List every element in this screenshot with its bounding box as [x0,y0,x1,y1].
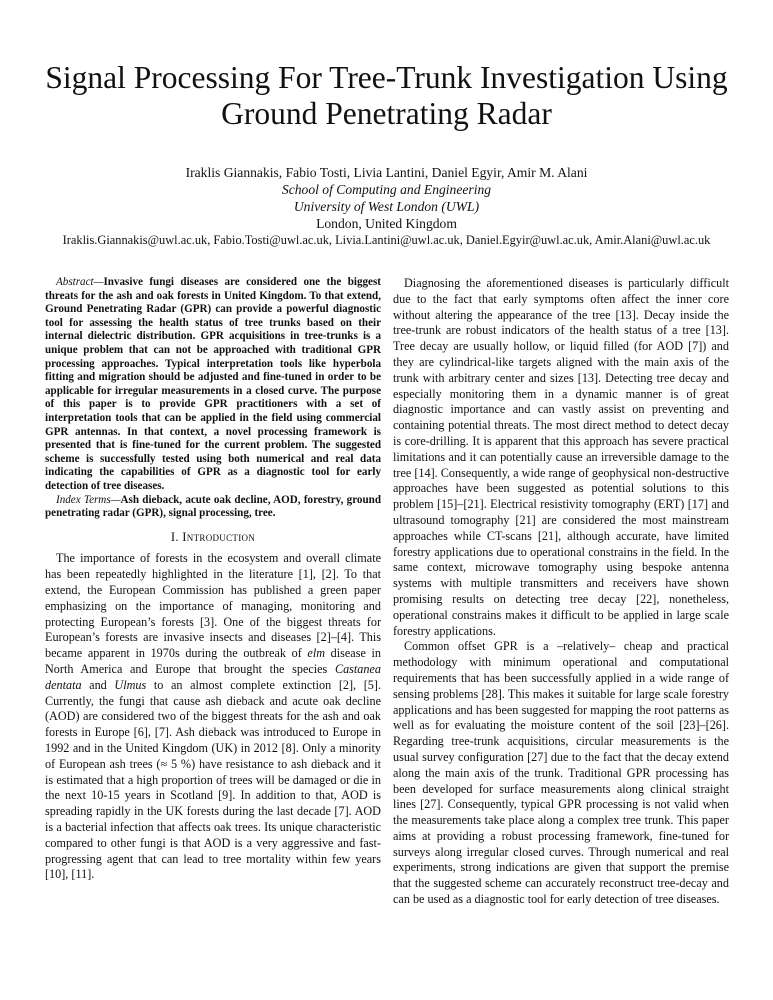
index-terms-text: Ash dieback, acute oak decline, AOD, forestry, ground penetrating radar (GPR), signal processing, tree. [45,493,381,520]
author-names: Iraklis Giannakis, Fabio Tosti, Livia Lantini, Daniel Egyir, Amir M. Alani [185,165,588,180]
intro-paragraph-2: Diagnosing the aforementioned diseases is particularly difficult due to the fact that early symptoms often affect the inner core without altering the appearance of the tree [13]. Decay inside the tree-trunk are robust indicators of the health status of a tree [13]. Tree decay are usually hollow, or liquid filled (for AOD [7]) and they are cylindrical-like targets aligned with the main axis of the trunk with arbitrary center and sizes [13]. Detecting tree decay and especially monitoring them in a dynamic manner is of great diagnostic importance and can vastly assist on preventing and containing potential threats. The most direct method to detect decay is core-drilling. It is apparent that this approach has severe practical limitations and it can potentially cause an irreversible damage to the tree [14]. Consequently, a wide range of geophysical non-destructive approaches have been suggested as potential solutions to this problem [15]–[21]. Electrical resistivity tomography (ERT) [17] and ultrasound tomography [21] are considered the most mainstream approaches while CT-scans [21], although accurate, have limited forestry applications due to operational constrains in the field. In the same context, microwave tomography using bespoke antenna systems with multiple transmitters and receivers have shown promising results on detecting tree decay [22], nonetheless, operational constrains makes it difficult to be applied in large scale forestry applications. [393,276,729,638]
section-heading-introduction: I. Introduction [170,529,256,544]
left-column [45,276,381,883]
abstract-text: Invasive fungi diseases are considered one the biggest threats for the ash and oak forests in United Kingdom. To that extend, Ground Penetrating Radar (GPR) can provide a powerful diagnostic tool for assessing the health status of tree trunks based on their internal dielectric distribution. GPR acquisitions in tree-trunks is a unique problem that can not be approached with traditional GPR processing approaches. Typical interpretation tools like hyperbola fitting and migration should be adjusted and fine-tuned in order to be applicable for irregular measurements in a closed curve. The purpose of this paper is to provide GPR practitioners with a set of interpretation tools that can be applied in the field using commercial GPR antennas. In that context, a novel processing framework is presented that is fine-tuned for the current problem. The suggested scheme is successfully tested using both numerical and real data indicating the capabilities of GPR as a diagnostic tool for early detection of tree diseases. [45,276,381,492]
intro-paragraph-3: Common offset GPR is a –relatively– cheap and practical methodology with minimum operational and computational requirements that has been successfully applied in a wide range of sensing problems [28]. This makes it suitable for large scale forestry applications and has been suggested for mapping the root patterns as well as for evaluating the moisture content of the soil [23]–[26]. Regarding tree-trunk acquisitions, circular measurements is the usual survey configuration [27] due to the fact that the decay extend along the main axis of the trunk. Traditional GPR processing has been developed for surface measurements along clinical straight lines [27]. Consequently, typical GPR processing is not valid when the measurements take place along a complex tree trunk. This paper aims at providing a robust processing framework, fine-tuned for surveys along irregular closed curves. Through numerical and real experiments, strong indications are given that support the premise that the suggested scheme can accurately reconstruct tree-decay and can be used as a diagnostic tool for early detection of tree diseases. [393,639,729,907]
affiliation-university: University of West London (UWL) [293,199,480,214]
author-emails: Iraklis.Giannakis@uwl.ac.uk, Fabio.Tosti@uwl.ac.uk, Livia.Lantini@uwl.ac.uk, Daniel.Egyir@uwl.ac.uk, Amir.Alani@uwl.ac.uk [62,233,711,247]
author-block [0,164,773,249]
abstract: Abstract—Invasive fungi diseases are considered one the biggest threats for the ash and oak forests in United Kingdom. To that extend, Ground Penetrating Radar (GPR) can provide a powerful diagnostic tool for assessing the health status of tree trunks based on their internal dielectric distribution. GPR acquisitions in tree-trunks is a unique problem that can not be approached with traditional GPR processing approaches. Typical interpretation tools like hyperbola fitting and migration should be adjusted and fine-tuned in order to be applicable for irregular measurements in a closed curve. The purpose of this paper is to provide GPR practitioners with a set of interpretation tools that can be applied in the field using commercial GPR antennas. In that context, a novel processing framework is presented that is fine-tuned for the current problem. The suggested scheme is successfully tested using both numerical and real data indicating the capabilities of GPR as a diagnostic tool for early detection of tree diseases. Index Terms—Ash dieback, acute oak decline, AOD, forestry, ground penetrating radar (GPR), signal processing, tree. [45,276,381,520]
right-column [393,276,729,908]
affiliation-school: School of Computing and Engineering [281,182,492,197]
abstract-label: Abstract [56,276,94,288]
index-terms-label: Index Terms [56,493,111,506]
affiliation-location: London, United Kingdom [316,216,457,231]
intro-paragraph-1: The importance of forests in the ecosystem and overall climate has been repeatedly highlighted in the literature [1], [2]. To that extend, the European Commission has published a green paper emphasizing on the importance of managing, monitoring and protecting European’s forests [3]. One of the biggest threats for European’s forests are invasive insects and diseases [2]–[4]. This became apparent in 1970s during the outbreak of elm disease in North America and Europe that brought the species Castanea dentata and Ulmus to an almost complete extinction [2], [5]. Currently, the fungi that cause ash dieback and acute oak decline (AOD) are considered two of the biggest threats for the ash and oak forests in Europe [6], [7]. Ash dieback was introduced to Europe in 1992 and in the United Kingdom (UK) in 2012 [8]. Only a minority of European ash trees (≈ 5 %) have resistance to ash dieback and it is estimated that a high proportion of trees will be damaged or die in the next 10-15 years in Scotland [9]. In addition to that, AOD is spreading rapidly in the UK forests during the last decade [7]. AOD is a bacterial infection that affects oak trees. Its unique characteristic compared to other fungi is that AOD is a very aggressive and fast-progressing agent that can lead to tree mortality within few years [10], [11]. [45,551,381,882]
paper-title: Signal Processing For Tree-Trunk Investigation Using Ground Penetrating Radar [45,60,728,131]
